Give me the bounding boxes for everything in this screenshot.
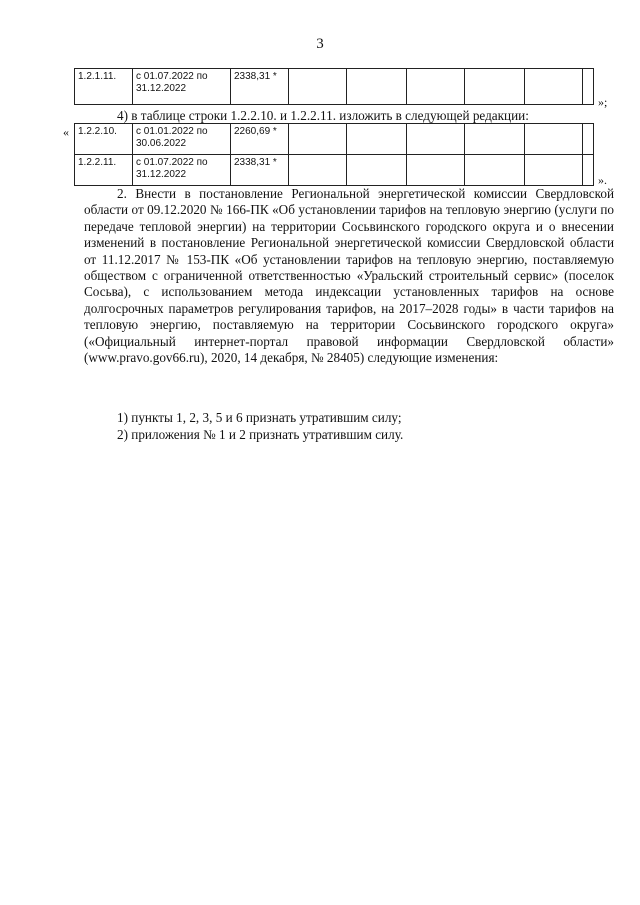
table-row	[75, 124, 594, 155]
closing-quote-1: »;	[598, 95, 608, 109]
empty-cell	[465, 69, 525, 105]
empty-cell	[583, 69, 594, 105]
row-period-cell: с 01.07.2022 по 31.12.2022	[133, 155, 231, 186]
row-value-cell: 2338,31 *	[231, 155, 289, 186]
item-4-text: 4) в таблице строки 1.2.2.10. и 1.2.2.11. изложить в следующей редакции:	[117, 108, 529, 123]
table-row	[75, 155, 594, 186]
empty-cell	[525, 69, 583, 105]
opening-quote-2: «	[63, 125, 69, 139]
row-code-cell: 1.2.2.10.	[75, 124, 133, 155]
page-number: 3	[316, 36, 324, 52]
row-code-cell: 1.2.1.11.	[75, 69, 133, 105]
sub-item-2: 2) приложения № 1 и 2 признать утратившим силу.	[117, 427, 404, 442]
empty-cell	[407, 155, 465, 186]
empty-cell	[407, 69, 465, 105]
row-value-cell: 2260,69 *	[231, 124, 289, 155]
empty-cell	[347, 69, 407, 105]
empty-cell	[465, 155, 525, 186]
paragraph-2: 2. Внести в постановление Региональной энергетической комиссии Свердловской области от 09.12.2020 № 166-ПК «Об установлении тарифов на тепловую энергию (услуги по передаче тепловой энергии) на территории Сосьвинского городского округа и о внесении изменений в постановление Региональной энергетической комиссии Свердловской области от 11.12.2017 № 153-ПК «Об установлении тарифов на тепловую энергию, поставляемую обществом с ограниченной ответственностью «Уральский строительный сервис» (поселок Сосьва), с использованием метода индексации установленных тарифов на основе долгосрочных параметров регулирования тарифов, на 2017–2028 годы» в части тарифов на тепловую энергию, поставляемую на территории Сосьвинского городского округа» («Официальный интернет-портал правовой информации Свердловской области» (www.pravo.gov66.ru), 2020, 14 декабря, № 28405) следующие изменения:	[84, 186, 614, 366]
empty-cell	[347, 124, 407, 155]
closing-quote-2: ».	[598, 173, 607, 187]
empty-cell	[525, 155, 583, 186]
tariff-table-1	[74, 68, 594, 105]
row-code-cell: 1.2.2.11.	[75, 155, 133, 186]
row-value-cell: 2338,31 *	[231, 69, 289, 105]
empty-cell	[289, 124, 347, 155]
table-row	[75, 69, 594, 105]
sub-item-1: 1) пункты 1, 2, 3, 5 и 6 признать утратившим силу;	[117, 410, 402, 425]
empty-cell	[289, 69, 347, 105]
empty-cell	[583, 155, 594, 186]
empty-cell	[465, 124, 525, 155]
tariff-table-2	[74, 123, 594, 186]
empty-cell	[347, 155, 407, 186]
empty-cell	[407, 124, 465, 155]
row-period-cell: с 01.01.2022 по 30.06.2022	[133, 124, 231, 155]
empty-cell	[583, 124, 594, 155]
row-period-cell: с 01.07.2022 по 31.12.2022	[133, 69, 231, 105]
empty-cell	[289, 155, 347, 186]
empty-cell	[525, 124, 583, 155]
